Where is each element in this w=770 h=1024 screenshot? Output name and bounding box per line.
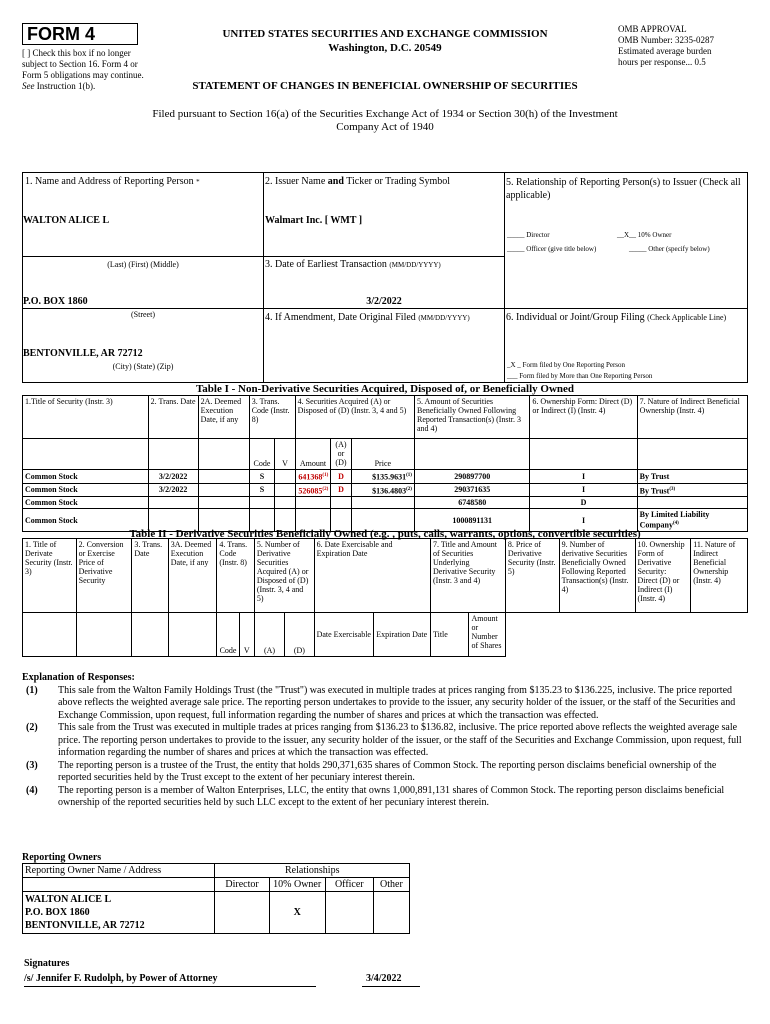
owners-col-ten: 10% Owner xyxy=(269,878,325,892)
reporting-person-box xyxy=(22,172,264,257)
amend-label xyxy=(265,312,470,323)
cell-amount: 526085$^{(2)}$ xyxy=(295,483,331,497)
cell-v xyxy=(275,483,295,497)
t2-sub-code: Code xyxy=(217,613,239,657)
amend-label-fmt: (MM/DD/YYYY) xyxy=(418,314,470,322)
cell-date xyxy=(148,497,198,509)
t2-sub-a: (A) xyxy=(254,613,284,657)
earliest-transaction-box xyxy=(263,256,505,309)
t2-h-derivatives: 9. Number of derivative Securities Beneficially Owned Following Reported Transaction(s) (Instr. 4) xyxy=(559,539,635,613)
owner-address xyxy=(23,892,215,934)
agency-line1: UNITED STATES SECURITIES AND EXCHANGE COMMISSION xyxy=(222,28,548,40)
cell-nature: By Trust xyxy=(637,470,747,484)
cell-price xyxy=(351,497,414,509)
signatures-heading: Signatures xyxy=(24,958,70,969)
reporting-person-label-mark: * xyxy=(196,178,200,186)
t2-h-ownership: 10. Ownership Form of Derivative Security: Direct (D) or Indirect (I) (Instr. 4) xyxy=(635,539,691,613)
footnote-ref: (2) xyxy=(406,486,412,492)
rel-officer: _____ Officer (give title below) xyxy=(507,245,597,253)
reporting-person-label-text: 1. Name and Address of Reporting Person xyxy=(25,176,194,187)
owner-line3: BENTONVILLE, AR 72712 xyxy=(25,920,145,931)
reporting-person-street: P.O. BOX 1860 xyxy=(23,296,88,307)
check-note-instruction: Instruction 1(b). xyxy=(36,81,96,91)
date-underline xyxy=(362,986,420,987)
reporting-person-city-box xyxy=(22,308,264,383)
reporting-person-label xyxy=(25,176,200,187)
owners-table xyxy=(22,863,410,934)
earliest-label-fmt: (MM/DD/YYYY) xyxy=(389,261,441,269)
earliest-label xyxy=(265,259,441,270)
issuer-label-and: and xyxy=(327,176,344,187)
owners-col-rel: Relationships xyxy=(215,864,410,878)
owners-heading: Reporting Owners xyxy=(22,852,102,863)
reporting-person-city: BENTONVILLE, AR 72712 xyxy=(23,348,143,359)
agency-line2: Washington, D.C. 20549 xyxy=(328,42,442,54)
t2-h-deemed: 3A. Deemed Execution Date, if any xyxy=(168,539,217,613)
rel-director: _____ Director xyxy=(507,231,550,239)
footnote-number: (3) xyxy=(26,759,38,771)
rel-other: _____ Other (specify below) xyxy=(629,245,710,253)
owners-col-director: Director xyxy=(215,878,269,892)
owners-col-officer: Officer xyxy=(325,878,373,892)
signature-date: 3/4/2022 xyxy=(366,973,402,984)
footnote-number: (2) xyxy=(26,722,38,733)
cell-date: 3/2/2022 xyxy=(148,483,198,497)
cell-amount xyxy=(295,497,331,509)
cell-title: Common Stock xyxy=(23,470,149,484)
cell-date: 3/2/2022 xyxy=(148,470,198,484)
reporting-owners-section xyxy=(22,852,410,934)
cell-form: I xyxy=(530,483,637,497)
filing-more: ___ Form filed by More than One Reporting Person xyxy=(507,372,653,380)
amend-label-text: 4. If Amendment, Date Original Filed xyxy=(265,312,416,323)
cell-owned: 290371635 xyxy=(414,483,529,497)
t2-h-date: 3. Trans. Date xyxy=(132,539,168,613)
t2-h-price: 8. Price of Derivative Security (Instr. 5) xyxy=(505,539,559,613)
cell-title: Common Stock xyxy=(23,483,149,497)
cell-deemed xyxy=(198,483,249,497)
t2-sub-title: Title xyxy=(431,613,469,657)
t1-sub-v: V xyxy=(275,439,295,470)
t1-h-date: 2. Trans. Date xyxy=(148,396,198,439)
check-note-text: [ ] Check this box if no longer subject to Section 16. Form 4 or Form 5 obligations may continue. xyxy=(22,48,144,80)
footnote-text: The reporting person is a member of Walton Enterprises, LLC, the entity that owns 1,000,891,131 shares of Common Stock. The reporting person disclaims beneficial ownership of the reported securities held by such LLC except to the extent of her pecuniary interest therein. xyxy=(58,784,725,808)
owners-col-other: Other xyxy=(373,878,409,892)
issuer-label xyxy=(265,176,450,187)
cell-owned: 6748580 xyxy=(414,497,529,509)
t1-sub-code: Code xyxy=(249,439,275,470)
issuer-name: Walmart Inc. [ WMT ] xyxy=(265,215,363,226)
footnote-item xyxy=(22,760,752,785)
t2-h-number: 5. Number of Derivative Securities Acquired (A) or Disposed of (D) (Instr. 3, 4 and 5) xyxy=(254,539,314,613)
footnote-item xyxy=(22,722,752,760)
cell-price: $136.4803$^{(2)}$ xyxy=(351,483,414,497)
cell-owned: 290897700 xyxy=(414,470,529,484)
relationship-box xyxy=(504,172,748,309)
omb-line1: OMB APPROVAL xyxy=(618,24,687,34)
cell-form: I xyxy=(530,509,637,532)
cell-price: $135.9631$^{(1)}$ xyxy=(351,470,414,484)
issuer-box xyxy=(263,172,505,257)
cell-form: D xyxy=(530,497,637,509)
cell-code xyxy=(249,497,275,509)
t1-h-ownership: 6. Ownership Form: Direct (D) or Indirect (I) (Instr. 4) xyxy=(530,396,637,439)
t1-h-nature: 7. Nature of Indirect Beneficial Ownership (Instr. 4) xyxy=(637,396,747,439)
omb-line2: OMB Number: 3235-0287 xyxy=(618,35,714,45)
cell-ad xyxy=(331,497,351,509)
filed-pursuant: Filed pursuant to Section 16(a) of the Securities Exchange Act of 1934 or Section 30(h) of the Investment Company Act of 1940 xyxy=(152,108,618,133)
street-label: (Street) xyxy=(131,310,155,319)
t1-h-securities: 4. Securities Acquired (A) or Disposed of (D) (Instr. 3, 4 and 5) xyxy=(295,396,414,439)
signatures-section xyxy=(24,958,424,989)
owners-col-name: Reporting Owner Name / Address xyxy=(23,864,215,878)
cell-amount: 641368$^{(1)}$ xyxy=(295,470,331,484)
t2-h-conversion: 2. Conversion or Exercise Price of Derivative Security xyxy=(76,539,132,613)
footnote-item xyxy=(22,785,752,810)
cell-code: S xyxy=(249,483,275,497)
footnote-ref: (1) xyxy=(406,473,412,478)
filing-label xyxy=(506,312,746,324)
reporting-person-street-box xyxy=(22,256,264,309)
explanation-heading: Explanation of Responses: xyxy=(22,672,135,683)
t2-h-code: 4. Trans. Code (Instr. 8) xyxy=(217,539,254,613)
t2-sub-d: (D) xyxy=(285,613,314,657)
city-label: (City) (State) (Zip) xyxy=(112,362,174,371)
footnote-item xyxy=(22,685,752,723)
table2 xyxy=(22,538,748,657)
omb-line3: Estimated average burden xyxy=(618,46,712,56)
footnote-ref: (2) xyxy=(322,486,329,492)
explanation-section xyxy=(22,672,752,810)
filing-one: _X _ Form filed by One Reporting Person xyxy=(507,361,626,369)
owner-ten-mark: X xyxy=(269,892,325,934)
owner-line2: P.O. BOX 1860 xyxy=(25,907,90,918)
signature-underline xyxy=(24,986,316,987)
table-row xyxy=(23,483,748,497)
signer-name: /s/ Jennifer F. Rudolph, by Power of Attorney xyxy=(24,973,218,984)
t1-h-title: 1.Title of Security (Instr. 3) xyxy=(23,396,149,439)
footnote-ref: (3) xyxy=(669,486,676,492)
cell-ad: D xyxy=(331,470,351,484)
filing-label-text: 6. Individual or Joint/Group Filing xyxy=(506,312,645,323)
statement-title: STATEMENT OF CHANGES IN BENEFICIAL OWNERSHIP OF SECURITIES xyxy=(192,80,578,92)
earliest-date: 3/2/2022 xyxy=(366,296,402,307)
cell-nature: By Trust$^{(3)}$ xyxy=(637,483,747,497)
table-row xyxy=(23,497,748,509)
check-note xyxy=(22,48,152,92)
cell-code: S xyxy=(249,470,275,484)
relationship-label: 5. Relationship of Reporting Person(s) to Issuer (Check all applicable) xyxy=(506,177,741,201)
amendment-box xyxy=(263,308,505,383)
owner-line1: WALTON ALICE L xyxy=(25,894,112,905)
cell-deemed xyxy=(198,470,249,484)
cell-v xyxy=(275,497,295,509)
footnote-text: The reporting person is a trustee of the Trust, the entity that holds 290,371,635 shares of Common Stock. The reporting person disclaims beneficial ownership of the reported securities held by the Trust except to the extent of her pecuniary interest therein. xyxy=(58,759,717,783)
form-title: FORM 4 xyxy=(22,23,138,45)
t2-sub-expiration: Expiration Date xyxy=(374,613,431,657)
cell-v xyxy=(275,470,295,484)
issuer-label-b: Ticker or Trading Symbol xyxy=(346,176,451,187)
name-parts-label: (Last) (First) (Middle) xyxy=(107,260,179,269)
omb-line4: hours per response... 0.5 xyxy=(618,57,706,67)
t1-sub-price: Price xyxy=(351,439,414,470)
cell-ad: D xyxy=(331,483,351,497)
t1-h-amount: 5. Amount of Securities Beneficially Owned Following Reported Transaction(s) (Instr. 3 and 4) xyxy=(414,396,529,439)
footnote-text: This sale from the Trust was executed in multiple trades at prices ranging from $136.23 to $136.82, inclusive. The price reported above reflects the weighted average sale price. The reporting person undertakes to provide to the issuer, any security holder of the issuer, or the staff of the Securities and Exchange Commission, upon request, full information regarding the number of shares and prices at which the transaction was effected. xyxy=(58,722,742,758)
t2-sub-v: V xyxy=(239,613,254,657)
table1-title: Table I - Non-Derivative Securities Acquired, Disposed of, or Beneficially Owned xyxy=(195,383,575,395)
cell-owned: 1000891131 xyxy=(414,509,529,532)
t2-h-underlying: 7. Title and Amount of Securities Underlying Derivative Security (Instr. 3 and 4) xyxy=(431,539,506,613)
footnote-number: (4) xyxy=(26,784,38,796)
omb-approval xyxy=(618,24,758,68)
agency-name xyxy=(175,27,595,55)
cell-title: Common Stock xyxy=(23,509,149,532)
footnote-ref: (1) xyxy=(322,473,329,478)
cell-nature xyxy=(637,497,747,509)
footnote-number: (1) xyxy=(26,684,38,696)
table-row xyxy=(23,470,748,484)
table2-title: Table II - Derivative Securities Beneficially Owned (e.g. , puts, calls, warrants, options, convertible securities) xyxy=(129,528,641,540)
cell-title: Common Stock xyxy=(23,497,149,509)
cell-deemed xyxy=(198,497,249,509)
t1-h-deemed: 2A. Deemed Execution Date, if any xyxy=(198,396,249,439)
t1-sub-amount: Amount xyxy=(295,439,331,470)
filing-box xyxy=(504,308,748,383)
check-note-see: See xyxy=(22,81,35,91)
footnote-ref: (4) xyxy=(672,521,679,527)
footnote-text: This sale from the Walton Family Holdings Trust (the "Trust") was executed in multiple trades at prices ranging from $135.23 to $136.225, inclusive. The price reported above reflects the weighted average sale price. The reporting person undertakes to provide to the issuer, any security holder of the issuer, or the staff of the Securities and Exchange Commission, upon request, full information regarding the number of shares and prices at which the transaction was effected. xyxy=(58,684,736,721)
t2-sub-exercisable: Date Exercisable xyxy=(314,613,374,657)
t1-h-code: 3. Trans. Code (Instr. 8) xyxy=(249,396,295,439)
t2-h-title: 1. Title of Derivate Security (Instr. 3) xyxy=(23,539,77,613)
t2-h-exercisable: 6. Date Exercisable and Expiration Date xyxy=(314,539,430,613)
rel-ten-pct: __X__ 10% Owner xyxy=(617,231,672,239)
cell-form: I xyxy=(530,470,637,484)
issuer-label-a: 2. Issuer Name xyxy=(265,176,326,187)
t1-sub-ad: (A) or (D) xyxy=(331,439,351,470)
table1 xyxy=(22,395,748,532)
reporting-person-name: WALTON ALICE L xyxy=(23,215,110,226)
t2-sub-amount: Amount or Number of Shares xyxy=(469,613,505,657)
filing-label-note: (Check Applicable Line) xyxy=(647,313,727,322)
t2-h-nature: 11. Nature of Indirect Beneficial Ownership (Instr. 4) xyxy=(691,539,748,613)
cell-nature: By Limited Liability Company$^{(4)}$ xyxy=(637,509,747,532)
earliest-label-text: 3. Date of Earliest Transaction xyxy=(265,259,387,270)
